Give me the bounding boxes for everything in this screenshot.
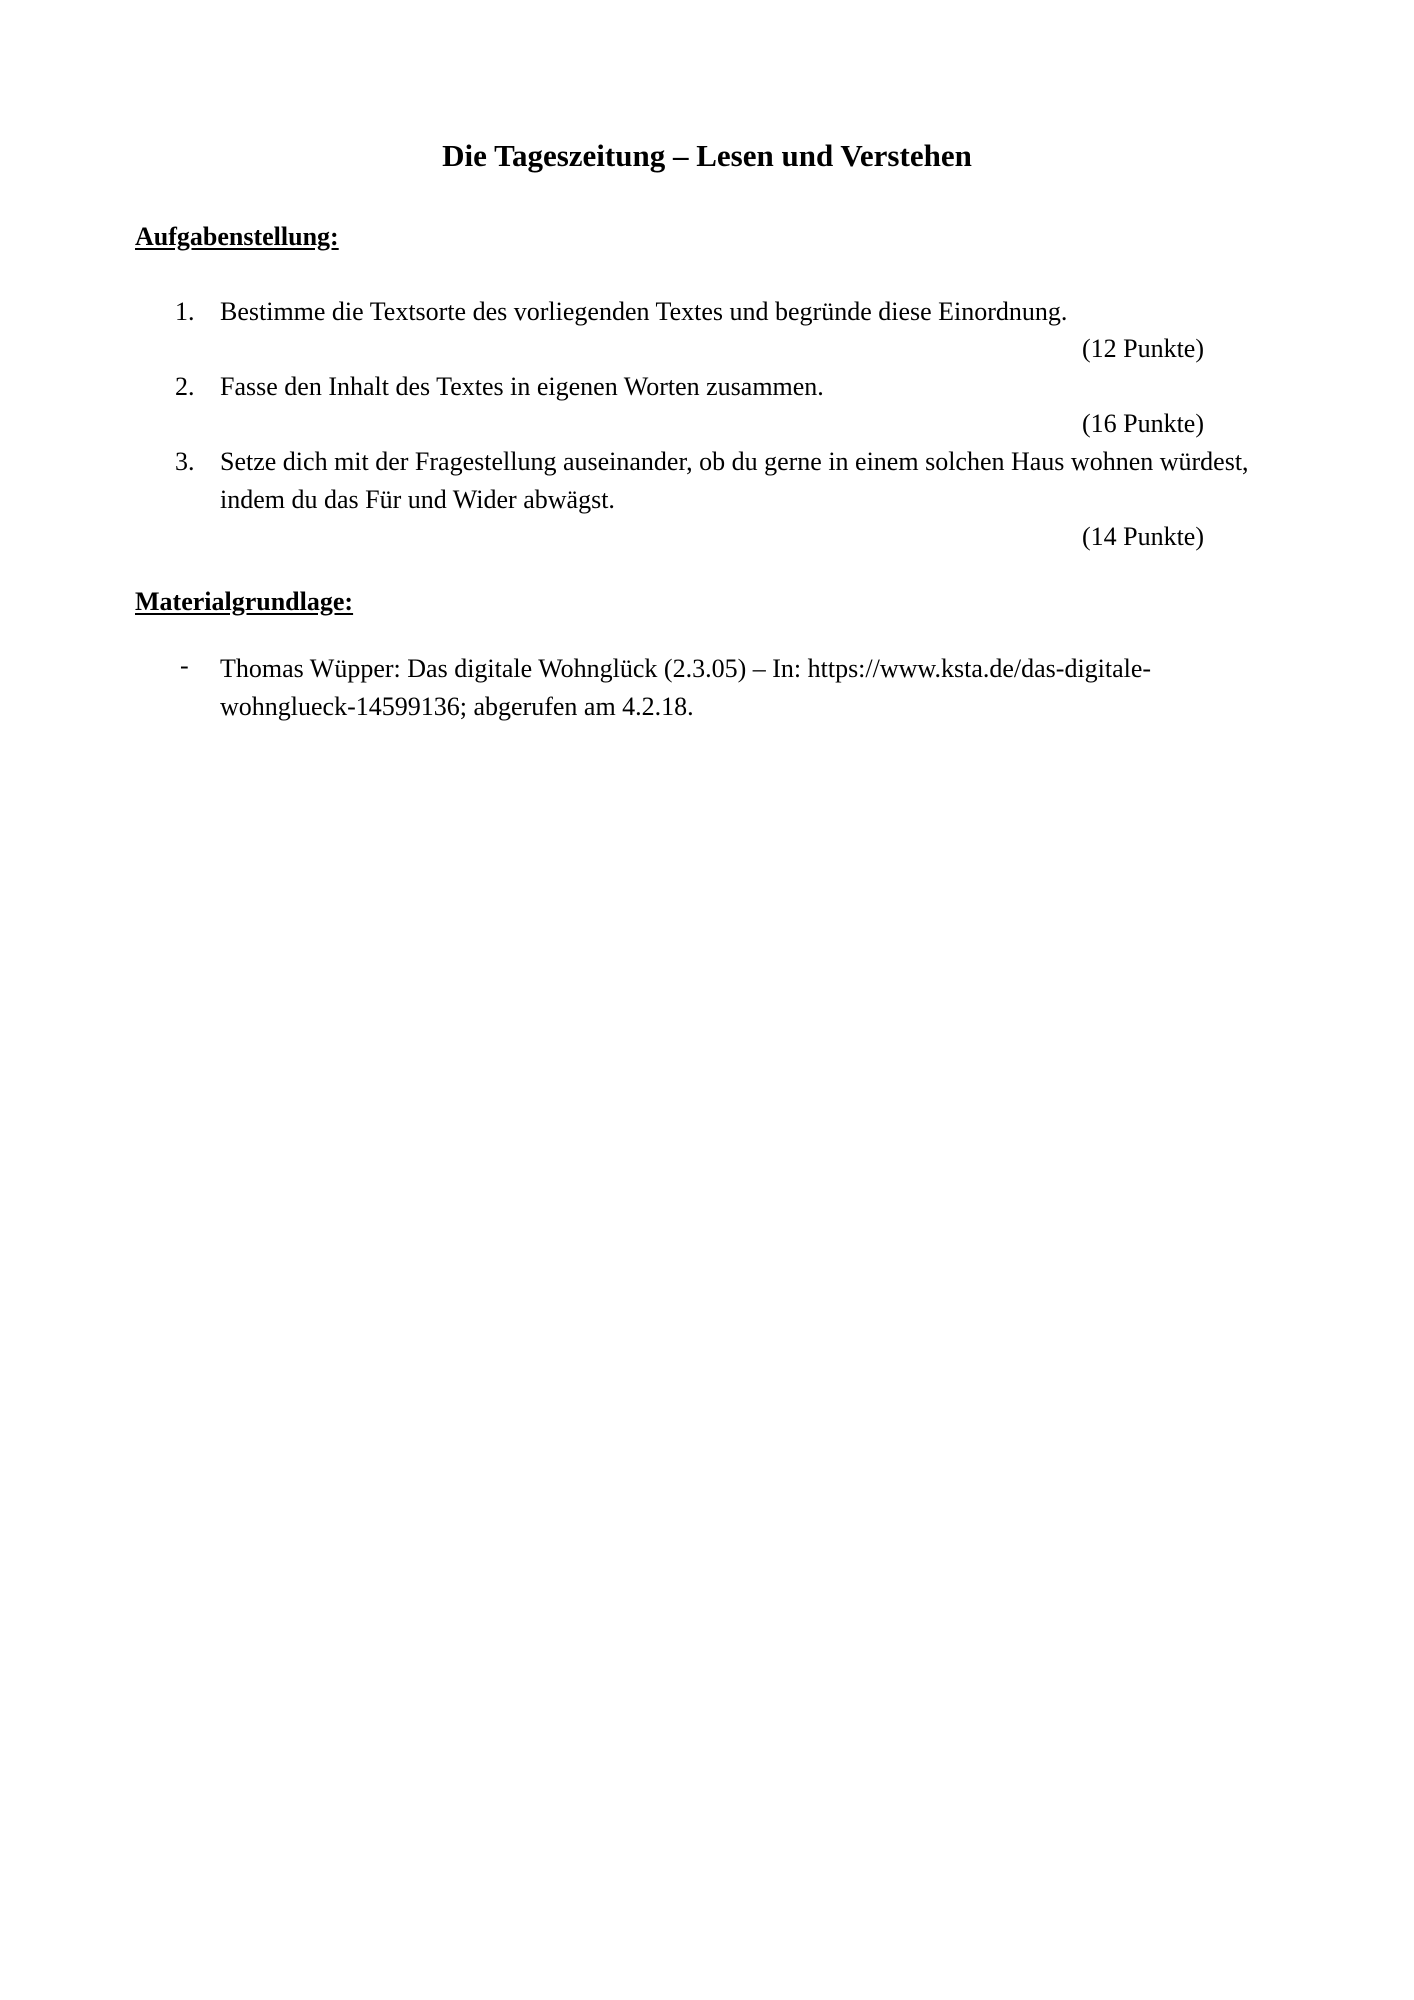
task-points: (12 Punkte) <box>1081 334 1204 363</box>
material-heading: Materialgrundlage: <box>135 587 354 616</box>
task-text: Fasse den Inhalt des Textes in eigenen Worten zusammen. <box>220 372 824 401</box>
task-number: 2. <box>175 372 195 401</box>
task-number: 3. <box>175 447 195 476</box>
task-number: 1. <box>175 297 195 326</box>
task-text: Bestimme die Textsorte des vorliegenden Textes und begründe diese Einordnung. <box>220 297 1068 326</box>
material-citation: Thomas Wüpper: Das digitale Wohnglück (2.3.05) – In: https://www.ksta.de/das-digitale-wohnglueck-14599136; abgerufen am 4.2.18. <box>220 654 1152 721</box>
task-points: (14 Punkte) <box>1081 522 1204 551</box>
task-text: Setze dich mit der Fragestellung auseinander, ob du gerne in einem solchen Haus wohnen würdest, indem du das Für und Wider abwägst. <box>220 447 1249 514</box>
list-bullet: - <box>180 651 189 680</box>
task-points: (16 Punkte) <box>1081 409 1204 438</box>
document-title: Die Tageszeitung – Lesen und Verstehen <box>442 138 972 173</box>
tasks-heading: Aufgabenstellung: <box>135 222 339 251</box>
